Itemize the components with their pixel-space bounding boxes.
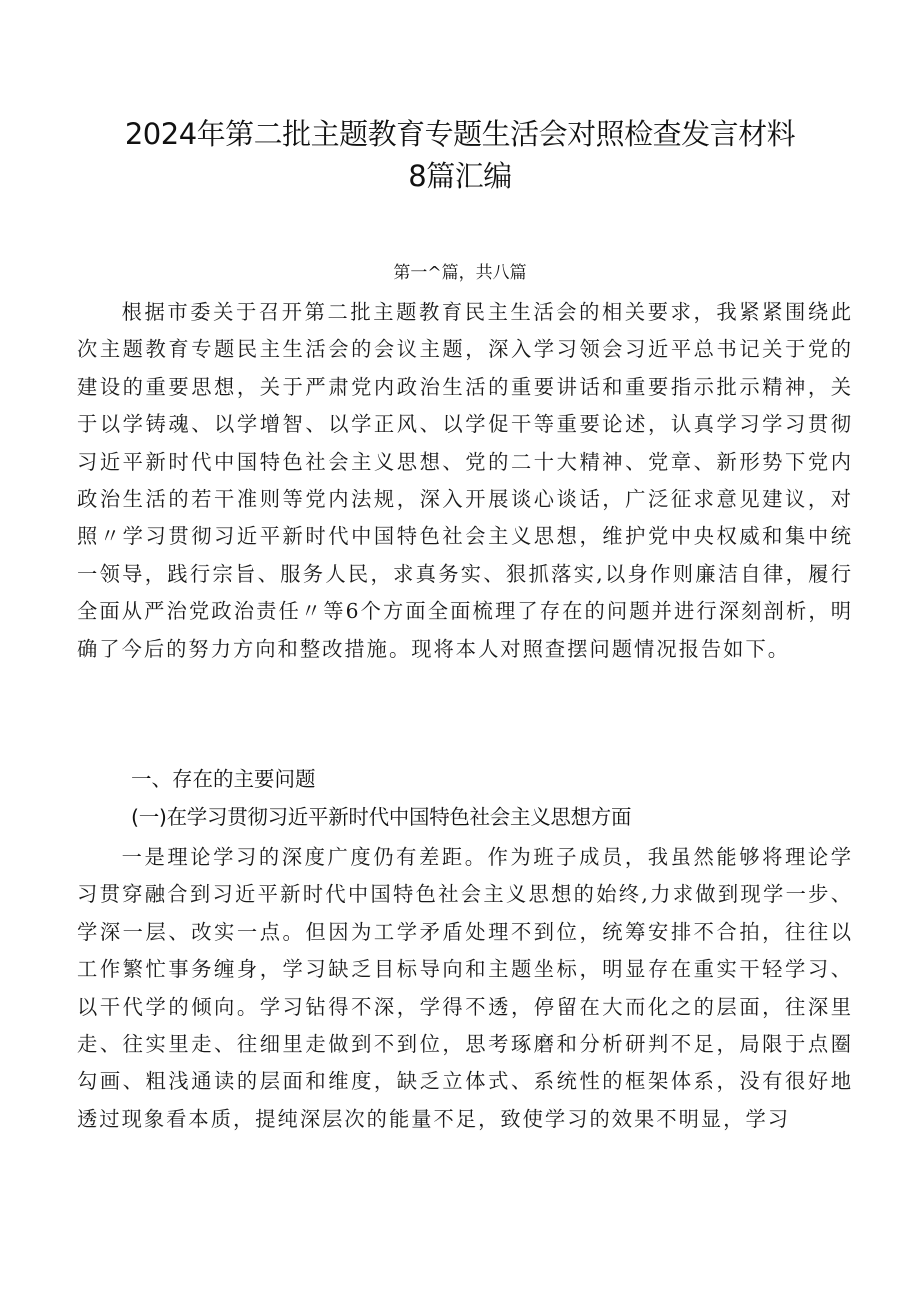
body-paragraph: 一是理论学习的深度广度仍有差距。作为班子成员，我虽然能够将理论学习贯穿融合到习近平新时代中国特色社会主义思想的始终,力求做到现学一步、学深一层、改实一点。但因为工学矛盾处理不到位，统筹安排不合拍，往往以工作繁忙事务缠身，学习缺乏目标导向和主题坐标，明显存在重实干轻学习、以干代学的倾向。学习钻得不深，学得不透，停留在大而化之的层面，往深里走、往实里走、往细里走做到不到位，思考琢磨和分析研判不足，局限于点圈勾画、粗浅通读的层面和维度，缺乏立体式、系统性的框架体系，没有很好地透过现象看本质，提纯深层次的能量不足，致使学习的效果不明显，学习 [77, 845, 853, 1131]
section-heading: 一、存在的主要问题 [131, 767, 316, 791]
document-subtitle: 第一^篇，共八篇 [393, 263, 527, 283]
subsection-heading: (一)在学习贯彻习近平新时代中国特色社会主义思想方面 [131, 805, 632, 829]
document-title-line-2: 8篇汇编 [408, 159, 512, 193]
intro-paragraph: 根据市委关于召开第二批主题教育民主生活会的相关要求，我紧紧围绕此次主题教育专题民主生活会的会议主题，深入学习领会习近平总书记关于党的建设的重要思想，关于严肃党内政治生活的重要讲话和重要指示批示精神，关于以学铸魂、以学增智、以学正风、以学促干等重要论述，认真学习学习贯彻习近平新时代中国特色社会主义思想、党的二十大精神、党章、新形势下党内政治生活的若干准则等党内法规，深入开展谈心谈话，广泛征求意见建议，对照〃学习贯彻习近平新时代中国特色社会主义思想，维护党中央权威和集中统一领导，践行宗旨、服务人民，求真务实、狠抓落实,以身作则廉洁自律，履行全面从严治党政治责任〃等6个方面全面梳理了存在的问题并进行深刻剖析，明确了今后的努力方向和整改措施。现将本人对照查摆问题情况报告如下。 [77, 300, 853, 661]
document-title-line-1: 2024年第二批主题教育专题生活会对照检查发言材料 [124, 117, 796, 151]
